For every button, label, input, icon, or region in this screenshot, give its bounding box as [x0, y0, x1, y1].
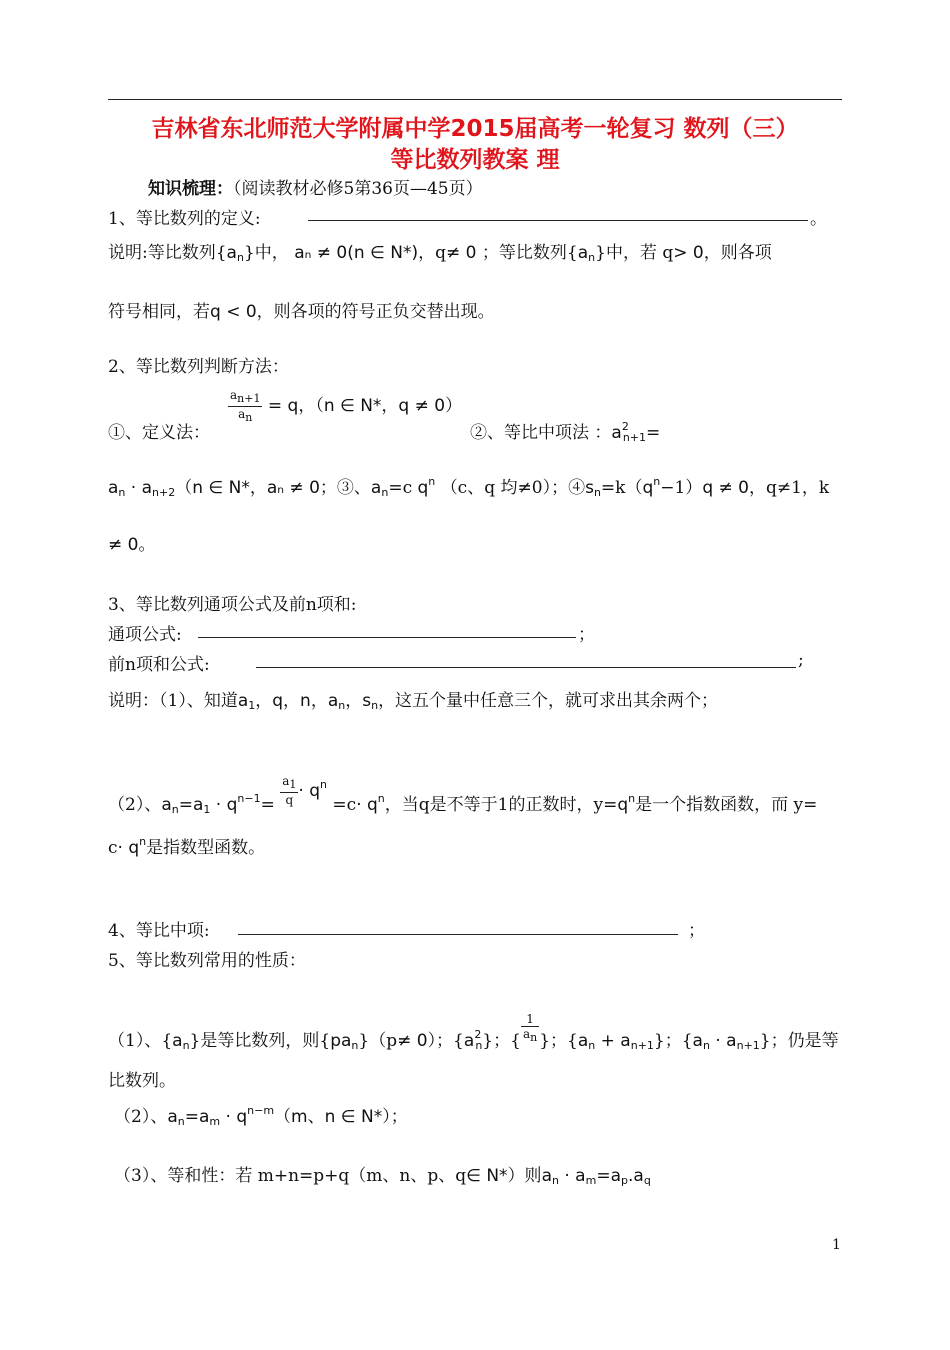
s4-end: ； — [688, 921, 705, 941]
s3-sum-blank — [256, 667, 796, 668]
intro-text: （阅读教材必修5第36页—45页） — [233, 179, 483, 199]
s3-note: 说明：（1）、知道$a_1$，q，n，$a_n$，$s_n$，这五个量中任意三个，就可求出其余两个； — [108, 691, 719, 712]
s1-end: 。 — [810, 209, 827, 229]
s1-note-line2: 符号相同，若q < 0，则各项的符号正负交替出现。 — [108, 302, 495, 322]
s1-heading: 1、等比数列的定义: — [108, 209, 261, 229]
s2-line2: $a_n \cdot a_{n+2}(n$ ∈ N*，aₙ ≠ 0；③、$a_n=c$ $q^n$ （c、q 均≠0）；$④s_n=k(q^n-1)q \ne 0$，q≠1，k — [108, 475, 830, 499]
s2-def-label: ①、定义法： — [108, 423, 210, 443]
page-number: 1 — [832, 1237, 841, 1253]
s2-line3: ≠ 0。 — [108, 535, 156, 555]
s5-p1-line2: 比数列。 — [108, 1071, 176, 1091]
s5-p3: （3）、等和性：若 m+n=p+q（m、n、p、q∈ N*）则$a_n \cdot a_m=a_p.a_q$ — [114, 1166, 651, 1187]
doc-title: 吉林省东北师范大学附属中学2015届高考一轮复习 数列（三） — [151, 116, 799, 142]
s5-p2: （2）、$a_n=a_m \cdot q^{n-m}(m$、n ∈ N*）； — [114, 1104, 408, 1128]
s3-general-blank — [198, 637, 576, 638]
s3-sum-label: 前n项和公式: — [108, 655, 210, 675]
s4-heading: 4、等比中项: — [108, 921, 210, 941]
s3-sum-end: ; — [798, 650, 804, 670]
intro — [148, 174, 483, 199]
s5-heading: 5、等比数列常用的性质： — [108, 951, 306, 971]
s3-p2: （2）、$a_n=a_1 \cdot q^{n-1}=$ $\frac{a_1}{q}$ · $q^n =c\cdot q^n$，当q是不等于1的正数时，$y=q^n$是一个指数函数，而 y= — [108, 774, 818, 816]
s5-p1: （1）、$\{a_n\}$是等比数列，则$\{pa_n\}(p\ne 0)$；$\{a^2_n\}$；{ $\frac{1}{a_n}$ }；$\{a_n + a_{n+1}\}$；$\{a_n \cdot a_{n+1}\}$；仍是等 — [108, 1012, 839, 1052]
intro-label: 知识梳理： — [148, 179, 233, 199]
s3-general-end: ； — [578, 625, 595, 645]
s3-p2-line2: $c\cdot q^n$是指数型函数。 — [108, 835, 266, 858]
s1-blank — [308, 220, 808, 221]
s2-def-formula: $\frac{a_{n+1}}{a_n}$ = q，（n ∈ N*，q ≠ 0） — [230, 388, 463, 424]
s2-mid: ②、等比中项法 ：$a^2_{n+1}=$ — [470, 420, 661, 444]
header-rule — [108, 99, 842, 100]
doc-subtitle: 等比数列教案 理 — [390, 147, 560, 173]
s3-heading: 3、等比数列通项公式及前n项和: — [108, 595, 357, 615]
s4-blank — [238, 934, 678, 935]
s3-general-label: 通项公式: — [108, 625, 182, 645]
s1-note: 说明:等比数列$\{a_n\}$中， aₙ ≠ 0(n ∈ N*)，q≠ 0 ；等比数列$\{a_n\}$中，若 q> 0，则各项 — [108, 243, 772, 264]
s2-heading: 2、等比数列判断方法： — [108, 357, 289, 377]
